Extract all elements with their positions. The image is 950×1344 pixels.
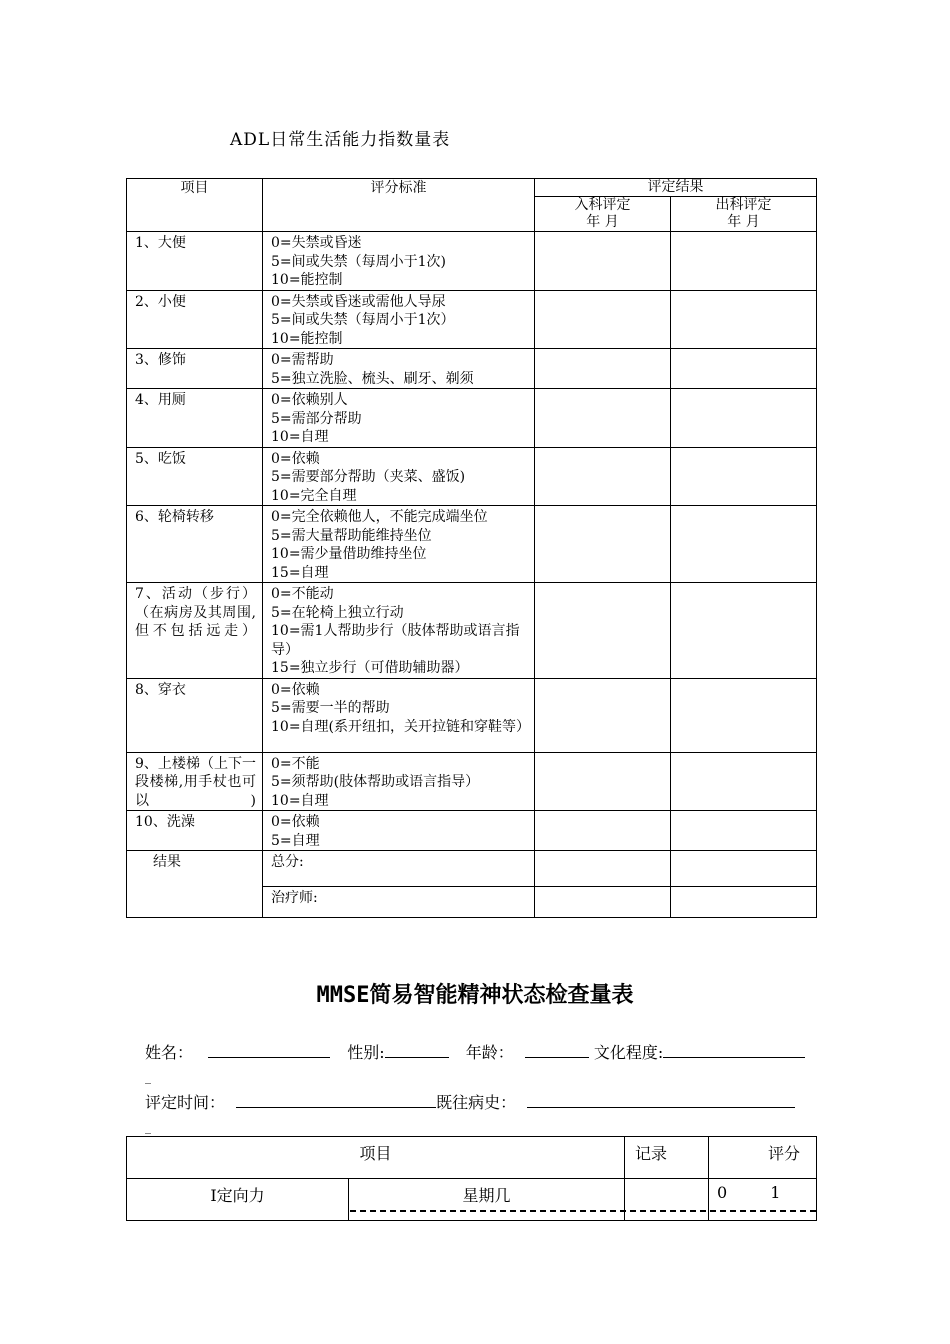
item-bladder: 2、小便 — [127, 290, 263, 349]
name-label: 姓名： — [145, 1043, 194, 1062]
item-mobility: 7、活动（步行）（在病房及其周围,但不包括远走） — [127, 583, 263, 679]
header-date-admission: 年 月 — [535, 214, 671, 232]
score-discharge-cell[interactable] — [671, 752, 817, 811]
criteria-bathing: 0=依赖 5=自理 — [263, 811, 535, 851]
therapist-admission-cell[interactable] — [535, 887, 671, 918]
item-toilet: 4、用厕 — [127, 389, 263, 448]
criteria-bladder: 0=失禁或昏迷或需他人导尿 5=间或失禁（每周小于1次） 10=能控制 — [263, 290, 535, 349]
age-label: 年龄： — [465, 1043, 514, 1062]
mmse-col-item: 项目 — [127, 1137, 625, 1179]
header-result: 评定结果 — [535, 179, 817, 197]
header-item: 项目 — [127, 179, 263, 232]
mmse-col-score: 评分 — [709, 1137, 817, 1179]
score-admission-cell[interactable] — [535, 583, 671, 679]
score-admission-cell[interactable] — [535, 389, 671, 448]
criteria-stairs: 0=不能 5=须帮助(肢体帮助或语言指导） 10=自理 — [263, 752, 535, 811]
education-field[interactable] — [663, 1043, 805, 1058]
score-admission-cell[interactable] — [535, 290, 671, 349]
total-score-label: 总分: — [263, 851, 535, 887]
item-transfer: 6、轮椅转移 — [127, 506, 263, 583]
score-0-option[interactable]: 0 — [717, 1183, 728, 1202]
score-discharge-cell[interactable] — [671, 678, 817, 752]
mmse-col-record: 记录 — [625, 1137, 709, 1179]
gender-field[interactable] — [385, 1043, 449, 1058]
score-discharge-cell[interactable] — [671, 811, 817, 851]
score-admission-cell[interactable] — [535, 678, 671, 752]
info-row-1 — [145, 1040, 805, 1063]
score-admission-cell[interactable] — [535, 349, 671, 389]
criteria-bowel: 0=失禁或昏迷 5=间或失禁（每周小于1次) 10=能控制 — [263, 232, 535, 291]
item-bathing: 10、洗澡 — [127, 811, 263, 851]
score-admission-cell[interactable] — [535, 752, 671, 811]
score-admission-cell[interactable] — [535, 447, 671, 506]
criteria-dressing: 0=依赖 5=需要一半的帮助 10=自理(系开纽扣，关开拉链和穿鞋等） — [263, 678, 535, 752]
result-label: 结果 — [127, 851, 263, 918]
score-discharge-cell[interactable] — [671, 290, 817, 349]
eval-time-label: 评定时间： — [145, 1093, 226, 1112]
mmse-question-weekday: 星期几 — [349, 1179, 625, 1221]
score-discharge-cell[interactable] — [671, 583, 817, 679]
score-discharge-cell[interactable] — [671, 389, 817, 448]
score-discharge-cell[interactable] — [671, 447, 817, 506]
mmse-score-options — [709, 1179, 817, 1221]
therapist-label: 治疗师: — [263, 887, 535, 918]
gender-label: 性别: — [347, 1043, 385, 1062]
adl-table — [126, 178, 817, 918]
wrap-dash-1: _ — [145, 1070, 151, 1084]
wrap-dash-2: _ — [145, 1120, 151, 1134]
header-admission: 入科评定 — [535, 197, 671, 214]
score-1-option[interactable]: 1 — [770, 1183, 781, 1202]
education-label: 文化程度: — [593, 1043, 664, 1062]
score-discharge-cell[interactable] — [671, 232, 817, 291]
header-discharge: 出科评定 — [671, 197, 817, 214]
name-field[interactable] — [208, 1043, 330, 1058]
history-field[interactable] — [527, 1093, 795, 1108]
score-admission-cell[interactable] — [535, 811, 671, 851]
mmse-title: MMSE简易智能精神状态检查量表 — [316, 983, 634, 1008]
item-dressing: 8、穿衣 — [127, 678, 263, 752]
score-admission-cell[interactable] — [535, 506, 671, 583]
age-field[interactable] — [525, 1043, 589, 1058]
score-discharge-cell[interactable] — [671, 349, 817, 389]
eval-time-field[interactable] — [236, 1093, 436, 1108]
item-stairs: 9、上楼梯（上下一段楼梯,用手杖也可以) — [127, 752, 263, 811]
info-row-2 — [145, 1090, 795, 1113]
item-grooming: 3、修饰 — [127, 349, 263, 389]
criteria-toilet: 0=依赖别人 5=需部分帮助 10=自理 — [263, 389, 535, 448]
score-admission-cell[interactable] — [535, 232, 671, 291]
score-discharge-cell[interactable] — [671, 506, 817, 583]
mmse-table — [126, 1136, 817, 1221]
criteria-feeding: 0=依赖 5=需要部分帮助（夹菜、盛饭) 10=完全自理 — [263, 447, 535, 506]
criteria-mobility: 0=不能动 5=在轮椅上独立行动 10=需1人帮助步行（肢体帮助或语言指导） 15=独立步行（可借助辅助器） — [263, 583, 535, 679]
header-date-discharge: 年 月 — [671, 214, 817, 232]
criteria-grooming: 0=需帮助 5=独立洗脸、梳头、刷牙、剃须 — [263, 349, 535, 389]
mmse-section-orientation: I定向力 — [127, 1179, 349, 1221]
item-feeding: 5、吃饭 — [127, 447, 263, 506]
history-label: 既往病史： — [436, 1093, 517, 1112]
header-criteria: 评分标准 — [263, 179, 535, 232]
criteria-transfer: 0=完全依赖他人，不能完成端坐位 5=需大量帮助能维持坐位 10=需少量借助维持坐位 15=自理 — [263, 506, 535, 583]
page-break-dashed-line — [350, 1210, 816, 1212]
therapist-discharge-cell[interactable] — [671, 887, 817, 918]
adl-title: ADL日常生活能力指数量表 — [230, 130, 451, 150]
total-admission-cell[interactable] — [535, 851, 671, 887]
mmse-record-cell[interactable] — [625, 1179, 709, 1221]
total-discharge-cell[interactable] — [671, 851, 817, 887]
item-bowel: 1、大便 — [127, 232, 263, 291]
